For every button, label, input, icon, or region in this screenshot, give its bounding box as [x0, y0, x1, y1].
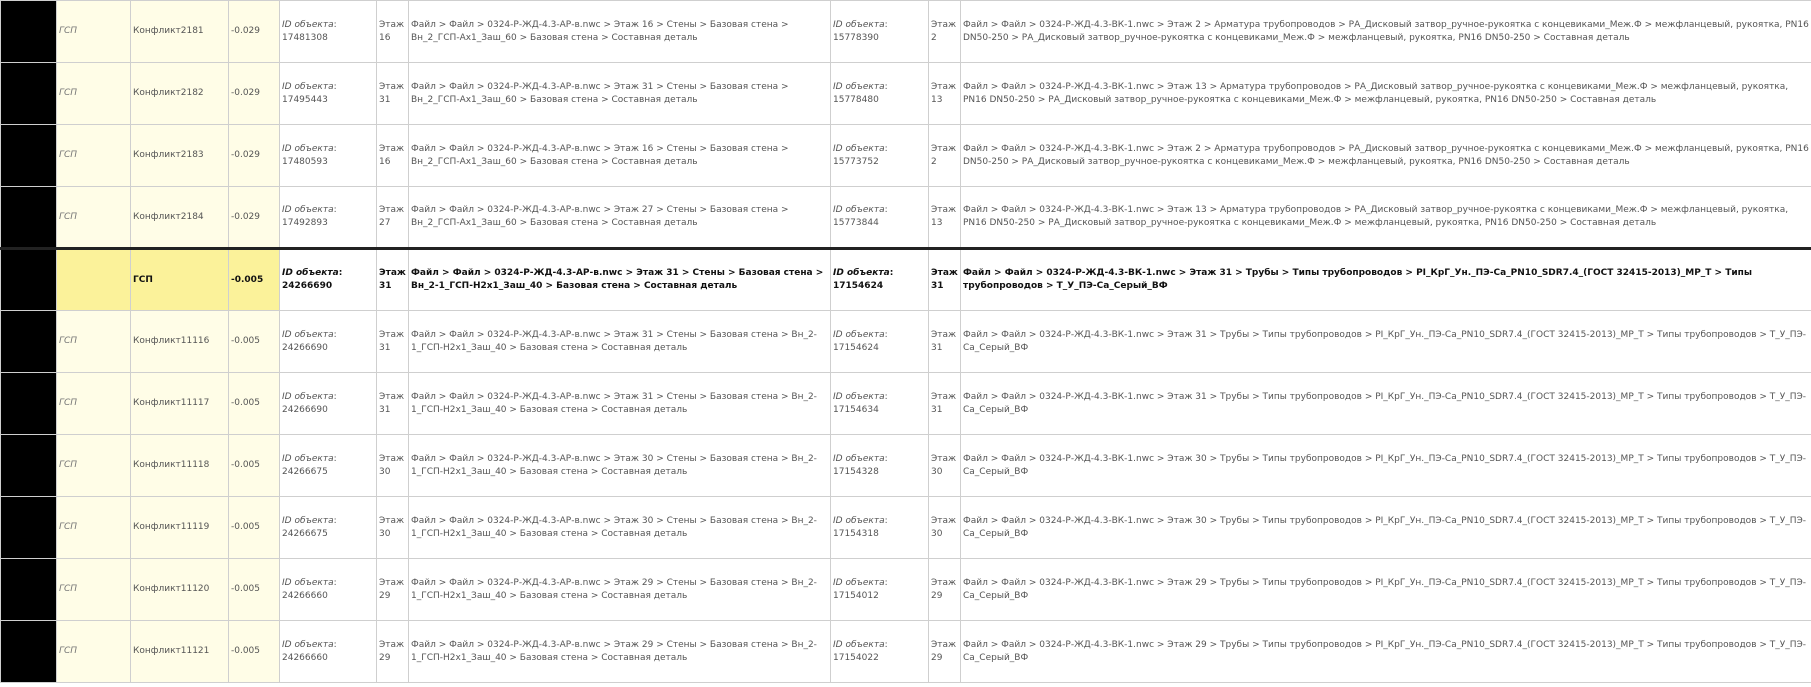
status-cell: ГСП: [57, 373, 131, 435]
status-cell: ГСП: [57, 187, 131, 249]
clash-thumbnail[interactable]: [1, 187, 57, 249]
item2-level-cell: Этаж 2: [929, 125, 961, 187]
status-cell: ГСП: [57, 311, 131, 373]
table-row[interactable]: [1, 559, 1811, 621]
item2-level-cell: Этаж 30: [929, 435, 961, 497]
item1-path-cell: Файл > Файл > 0324-Р-ЖД-4.3-АР-в.nwc > Этаж 16 > Стены > Базовая стена > Вн_2_ГСП-Ах1_Заш_60 > Базовая стена > Составная деталь: [409, 125, 831, 187]
item1-path-cell: Файл > Файл > 0324-Р-ЖД-4.3-АР-в.nwc > Этаж 30 > Стены > Базовая стена > Вн_2-1_ГСП-Н2х1_Заш_40 > Базовая стена > Составная деталь: [409, 497, 831, 559]
item2-id-label: ID объекта: [833, 391, 885, 402]
clash-thumbnail[interactable]: [1, 63, 57, 125]
item2-level-cell: Этаж 29: [929, 559, 961, 621]
item1-id-cell: ID объекта: 24266660: [280, 559, 377, 621]
item1-id-label: ID объекта: [282, 81, 334, 92]
item1-path-cell: Файл > Файл > 0324-Р-ЖД-4.3-АР-в.nwc > Этаж 27 > Стены > Базовая стена > Вн_2_ГСП-Ах1_Заш_60 > Базовая стена > Составная деталь: [409, 187, 831, 249]
item1-level-cell: Этаж 31: [377, 63, 409, 125]
item1-id-cell: ID объекта: 17480593: [280, 125, 377, 187]
item1-id-label: ID объекта: [282, 391, 334, 402]
item1-id-value: 24266675: [282, 466, 328, 477]
item2-id-value: 15778390: [833, 32, 879, 43]
distance-cell: -0.005: [229, 249, 280, 311]
item2-level-cell: Этаж 30: [929, 497, 961, 559]
item1-id-value: 24266660: [282, 652, 328, 663]
group-row[interactable]: [1, 249, 1811, 311]
item2-id-label: ID объекта: [833, 143, 885, 154]
item2-id-value: 15773844: [833, 218, 879, 228]
clash-thumbnail[interactable]: [1, 125, 57, 187]
status-cell: ГСП: [57, 1, 131, 63]
status-cell: ГСП: [57, 559, 131, 621]
table-row[interactable]: [1, 621, 1811, 683]
clash-thumbnail[interactable]: [1, 435, 57, 497]
item1-level-cell: Этаж 31: [377, 249, 409, 311]
item1-level-cell: Этаж 31: [377, 311, 409, 373]
item1-level-cell: Этаж 30: [377, 497, 409, 559]
item2-path-cell: Файл > Файл > 0324-Р-ЖД-4.3-ВК-1.nwc > Этаж 29 > Трубы > Типы трубопроводов > PI_КрГ_Ун._ПЭ-Са_PN10_SDR7.4_(ГОСТ 32415-2013)_МР_Т > Типы трубопроводов > Т_У_ПЭ-Са_Серый_ВФ: [961, 621, 1811, 683]
clash-name-cell: Конфликт11116: [131, 311, 229, 373]
item2-level-cell: Этаж 13: [929, 63, 961, 125]
item2-level-cell: Этаж 31: [929, 249, 961, 311]
item1-id-cell: ID объекта: 24266690: [280, 373, 377, 435]
clash-table-body: [1, 1, 1811, 683]
item1-id-cell: ID объекта: 24266690: [280, 311, 377, 373]
item1-path-cell: Файл > Файл > 0324-Р-ЖД-4.3-АР-в.nwc > Этаж 16 > Стены > Базовая стена > Вн_2_ГСП-Ах1_Заш_60 > Базовая стена > Составная деталь: [409, 1, 831, 63]
item1-id-label: ID объекта: [282, 639, 334, 650]
clash-name-cell: Конфликт2184: [131, 187, 229, 249]
item1-id-cell: ID объекта: 17481308: [280, 1, 377, 63]
clash-name-cell: Конфликт2183: [131, 125, 229, 187]
item2-id-cell: ID объекта: 15778390: [831, 1, 929, 63]
item2-id-value: 17154328: [833, 466, 879, 477]
item2-path-cell: Файл > Файл > 0324-Р-ЖД-4.3-ВК-1.nwc > Этаж 30 > Трубы > Типы трубопроводов > PI_КрГ_Ун._ПЭ-Са_PN10_SDR7.4_(ГОСТ 32415-2013)_МР_Т > Типы трубопроводов > Т_У_ПЭ-Са_Серый_ВФ: [961, 435, 1811, 497]
item2-id-cell: ID объекта: 17154328: [831, 435, 929, 497]
item2-id-cell: ID объекта: 15778480: [831, 63, 929, 125]
item1-path-cell: Файл > Файл > 0324-Р-ЖД-4.3-АР-в.nwc > Этаж 31 > Стены > Базовая стена > Вн_2-1_ГСП-Н2х1_Заш_40 > Базовая стена > Составная деталь: [409, 373, 831, 435]
item2-id-label: ID объекта: [833, 268, 890, 278]
table-row[interactable]: [1, 497, 1811, 559]
item2-path-cell: Файл > Файл > 0324-Р-ЖД-4.3-ВК-1.nwc > Этаж 30 > Трубы > Типы трубопроводов > PI_КрГ_Ун._ПЭ-Са_PN10_SDR7.4_(ГОСТ 32415-2013)_МР_Т > Типы трубопроводов > Т_У_ПЭ-Са_Серый_ВФ: [961, 497, 1811, 559]
item1-id-label: ID объекта: [282, 19, 334, 30]
item1-path-cell: Файл > Файл > 0324-Р-ЖД-4.3-АР-в.nwc > Этаж 29 > Стены > Базовая стена > Вн_2-1_ГСП-Н2х1_Заш_40 > Базовая стена > Составная деталь: [409, 621, 831, 683]
item2-level-cell: Этаж 31: [929, 373, 961, 435]
clash-name-cell: ГСП: [131, 249, 229, 311]
item1-id-cell: ID объекта: 24266675: [280, 497, 377, 559]
item2-path-cell: Файл > Файл > 0324-Р-ЖД-4.3-ВК-1.nwc > Этаж 29 > Трубы > Типы трубопроводов > PI_КрГ_Ун._ПЭ-Са_PN10_SDR7.4_(ГОСТ 32415-2013)_МР_Т > Типы трубопроводов > Т_У_ПЭ-Са_Серый_ВФ: [961, 559, 1811, 621]
clash-name-cell: Конфликт11117: [131, 373, 229, 435]
distance-cell: -0.029: [229, 63, 280, 125]
item1-id-value: 17492893: [282, 218, 328, 228]
distance-cell: -0.029: [229, 1, 280, 63]
item2-id-value: 17154634: [833, 404, 879, 415]
item2-path-cell: Файл > Файл > 0324-Р-ЖД-4.3-ВК-1.nwc > Этаж 31 > Трубы > Типы трубопроводов > PI_КрГ_Ун._ПЭ-Са_PN10_SDR7.4_(ГОСТ 32415-2013)_МР_Т > Типы трубопроводов > Т_У_ПЭ-Са_Серый_ВФ: [961, 373, 1811, 435]
distance-cell: -0.005: [229, 621, 280, 683]
item2-path-cell: Файл > Файл > 0324-Р-ЖД-4.3-ВК-1.nwc > Этаж 2 > Арматура трубопроводов > РА_Дисковый затвор_ручное-рукоятка с концевиками_Меж.Ф > межфланцевый, рукоятка, PN16 DN50-250 > РА_Дисковый затвор_ручное-рукоятка с концевиками_Меж.Ф > межфланцевый, рукоятка, PN16 DN50-250 > Составная деталь: [961, 125, 1811, 187]
item2-id-label: ID объекта: [833, 639, 885, 650]
item2-path-cell: Файл > Файл > 0324-Р-ЖД-4.3-ВК-1.nwc > Этаж 31 > Трубы > Типы трубопроводов > PI_КрГ_Ун._ПЭ-Са_PN10_SDR7.4_(ГОСТ 32415-2013)_МР_Т > Типы трубопроводов > Т_У_ПЭ-Са_Серый_ВФ: [961, 249, 1811, 311]
item1-id-label: ID объекта: [282, 453, 334, 464]
item1-id-value: 17481308: [282, 32, 328, 43]
item2-id-cell: ID объекта: 17154624: [831, 249, 929, 311]
distance-cell: -0.029: [229, 187, 280, 249]
clash-name-cell: Конфликт11121: [131, 621, 229, 683]
table-row[interactable]: [1, 435, 1811, 497]
item1-id-cell: ID объекта: 17492893: [280, 187, 377, 249]
status-cell: ГСП: [57, 125, 131, 187]
item2-id-value: 17154624: [833, 342, 879, 353]
item1-id-value: 24266690: [282, 281, 333, 291]
item2-path-cell: Файл > Файл > 0324-Р-ЖД-4.3-ВК-1.nwc > Этаж 2 > Арматура трубопроводов > РА_Дисковый затвор_ручное-рукоятка с концевиками_Меж.Ф > межфланцевый, рукоятка, PN16 DN50-250 > РА_Дисковый затвор_ручное-рукоятка с концевиками_Меж.Ф > межфланцевый, рукоятка, PN16 DN50-250 > Составная деталь: [961, 1, 1811, 63]
clash-thumbnail[interactable]: [1, 249, 57, 311]
item2-path-cell: Файл > Файл > 0324-Р-ЖД-4.3-ВК-1.nwc > Этаж 31 > Трубы > Типы трубопроводов > PI_КрГ_Ун._ПЭ-Са_PN10_SDR7.4_(ГОСТ 32415-2013)_МР_Т > Типы трубопроводов > Т_У_ПЭ-Са_Серый_ВФ: [961, 311, 1811, 373]
clash-thumbnail[interactable]: [1, 311, 57, 373]
item1-id-cell: ID объекта: 24266660: [280, 621, 377, 683]
item2-id-label: ID объекта: [833, 453, 885, 464]
item2-level-cell: Этаж 13: [929, 187, 961, 249]
item1-path-cell: Файл > Файл > 0324-Р-ЖД-4.3-АР-в.nwc > Этаж 30 > Стены > Базовая стена > Вн_2-1_ГСП-Н2х1_Заш_40 > Базовая стена > Составная деталь: [409, 435, 831, 497]
item2-id-cell: ID объекта: 17154624: [831, 311, 929, 373]
distance-cell: -0.005: [229, 435, 280, 497]
item2-level-cell: Этаж 31: [929, 311, 961, 373]
clash-name-cell: Конфликт2181: [131, 1, 229, 63]
item1-id-value: 17495443: [282, 94, 328, 105]
item1-id-label: ID объекта: [282, 205, 334, 215]
table-row[interactable]: [1, 311, 1811, 373]
status-cell: [57, 249, 131, 311]
clash-thumbnail[interactable]: [1, 373, 57, 435]
item2-id-cell: ID объекта: 17154012: [831, 559, 929, 621]
item1-level-cell: Этаж 29: [377, 559, 409, 621]
clash-name-cell: Конфликт2182: [131, 63, 229, 125]
item2-id-label: ID объекта: [833, 81, 885, 92]
item1-id-label: ID объекта: [282, 329, 334, 340]
item1-level-cell: Этаж 27: [377, 187, 409, 249]
item2-id-value: 17154624: [833, 281, 884, 291]
item2-id-cell: ID объекта: 17154022: [831, 621, 929, 683]
item2-id-label: ID объекта: [833, 329, 885, 340]
status-cell: ГСП: [57, 63, 131, 125]
item2-id-value: 17154022: [833, 652, 879, 663]
item1-path-cell: Файл > Файл > 0324-Р-ЖД-4.3-АР-в.nwc > Этаж 31 > Стены > Базовая стена > Вн_2_ГСП-Ах1_Заш_60 > Базовая стена > Составная деталь: [409, 63, 831, 125]
status-cell: ГСП: [57, 435, 131, 497]
clash-thumbnail[interactable]: [1, 559, 57, 621]
table-row[interactable]: [1, 1, 1811, 63]
item1-id-label: ID объекта: [282, 143, 334, 154]
clash-thumbnail[interactable]: [1, 621, 57, 683]
table-row[interactable]: [1, 125, 1811, 187]
item2-level-cell: Этаж 2: [929, 1, 961, 63]
item2-id-label: ID объекта: [833, 19, 885, 30]
clash-name-cell: Конфликт11118: [131, 435, 229, 497]
table-row[interactable]: [1, 63, 1811, 125]
item2-id-value: 17154318: [833, 528, 879, 539]
item2-id-cell: ID объекта: 15773752: [831, 125, 929, 187]
item2-id-label: ID объекта: [833, 205, 885, 215]
item1-level-cell: Этаж 30: [377, 435, 409, 497]
item1-level-cell: Этаж 29: [377, 621, 409, 683]
item2-id-cell: ID объекта: 17154318: [831, 497, 929, 559]
item1-id-value: 17480593: [282, 156, 328, 167]
status-cell: ГСП: [57, 621, 131, 683]
clash-thumbnail[interactable]: [1, 497, 57, 559]
item1-id-value: 24266660: [282, 590, 328, 601]
table-row[interactable]: [1, 187, 1811, 249]
item1-level-cell: Этаж 31: [377, 373, 409, 435]
item2-id-value: 15773752: [833, 156, 879, 167]
item2-id-label: ID объекта: [833, 577, 885, 588]
item1-id-label: ID объекта: [282, 268, 339, 278]
item1-id-value: 24266690: [282, 404, 328, 415]
clash-thumbnail[interactable]: [1, 1, 57, 63]
item1-id-value: 24266675: [282, 528, 328, 539]
item1-id-value: 24266690: [282, 342, 328, 353]
item1-id-cell: ID объекта: 24266690: [280, 249, 377, 311]
item1-path-cell: Файл > Файл > 0324-Р-ЖД-4.3-АР-в.nwc > Этаж 31 > Стены > Базовая стена > Вн_2-1_ГСП-Н2х1_Заш_40 > Базовая стена > Составная деталь: [409, 311, 831, 373]
distance-cell: -0.005: [229, 559, 280, 621]
item1-id-label: ID объекта: [282, 577, 334, 588]
item2-level-cell: Этаж 29: [929, 621, 961, 683]
item2-id-cell: ID объекта: 17154634: [831, 373, 929, 435]
status-cell: ГСП: [57, 497, 131, 559]
item2-id-value: 17154012: [833, 590, 879, 601]
item2-path-cell: Файл > Файл > 0324-Р-ЖД-4.3-ВК-1.nwc > Этаж 13 > Арматура трубопроводов > РА_Дисковый затвор_ручное-рукоятка с концевиками_Меж.Ф > межфланцевый, рукоятка, PN16 DN50-250 > РА_Дисковый затвор_ручное-рукоятка с концевиками_Меж.Ф > межфланцевый, рукоятка, PN16 DN50-250 > Составная деталь: [961, 187, 1811, 249]
table-row[interactable]: [1, 373, 1811, 435]
item1-id-label: ID объекта: [282, 515, 334, 526]
distance-cell: -0.029: [229, 125, 280, 187]
distance-cell: -0.005: [229, 497, 280, 559]
item1-level-cell: Этаж 16: [377, 1, 409, 63]
item1-path-cell: Файл > Файл > 0324-Р-ЖД-4.3-АР-в.nwc > Этаж 29 > Стены > Базовая стена > Вн_2-1_ГСП-Н2х1_Заш_40 > Базовая стена > Составная деталь: [409, 559, 831, 621]
item1-id-cell: ID объекта: 17495443: [280, 63, 377, 125]
item1-level-cell: Этаж 16: [377, 125, 409, 187]
distance-cell: -0.005: [229, 373, 280, 435]
item1-path-cell: Файл > Файл > 0324-Р-ЖД-4.3-АР-в.nwc > Этаж 31 > Стены > Базовая стена > Вн_2-1_ГСП-Н2х1_Заш_40 > Базовая стена > Составная деталь: [409, 249, 831, 311]
distance-cell: -0.005: [229, 311, 280, 373]
item2-id-cell: ID объекта: 15773844: [831, 187, 929, 249]
item2-id-label: ID объекта: [833, 515, 885, 526]
clash-name-cell: Конфликт11119: [131, 497, 229, 559]
item2-path-cell: Файл > Файл > 0324-Р-ЖД-4.3-ВК-1.nwc > Этаж 13 > Арматура трубопроводов > РА_Дисковый затвор_ручное-рукоятка с концевиками_Меж.Ф > межфланцевый, рукоятка, PN16 DN50-250 > РА_Дисковый затвор_ручное-рукоятка с концевиками_Меж.Ф > межфланцевый, рукоятка, PN16 DN50-250 > Составная деталь: [961, 63, 1811, 125]
item2-id-value: 15778480: [833, 94, 879, 105]
item1-id-cell: ID объекта: 24266675: [280, 435, 377, 497]
clash-name-cell: Конфликт11120: [131, 559, 229, 621]
